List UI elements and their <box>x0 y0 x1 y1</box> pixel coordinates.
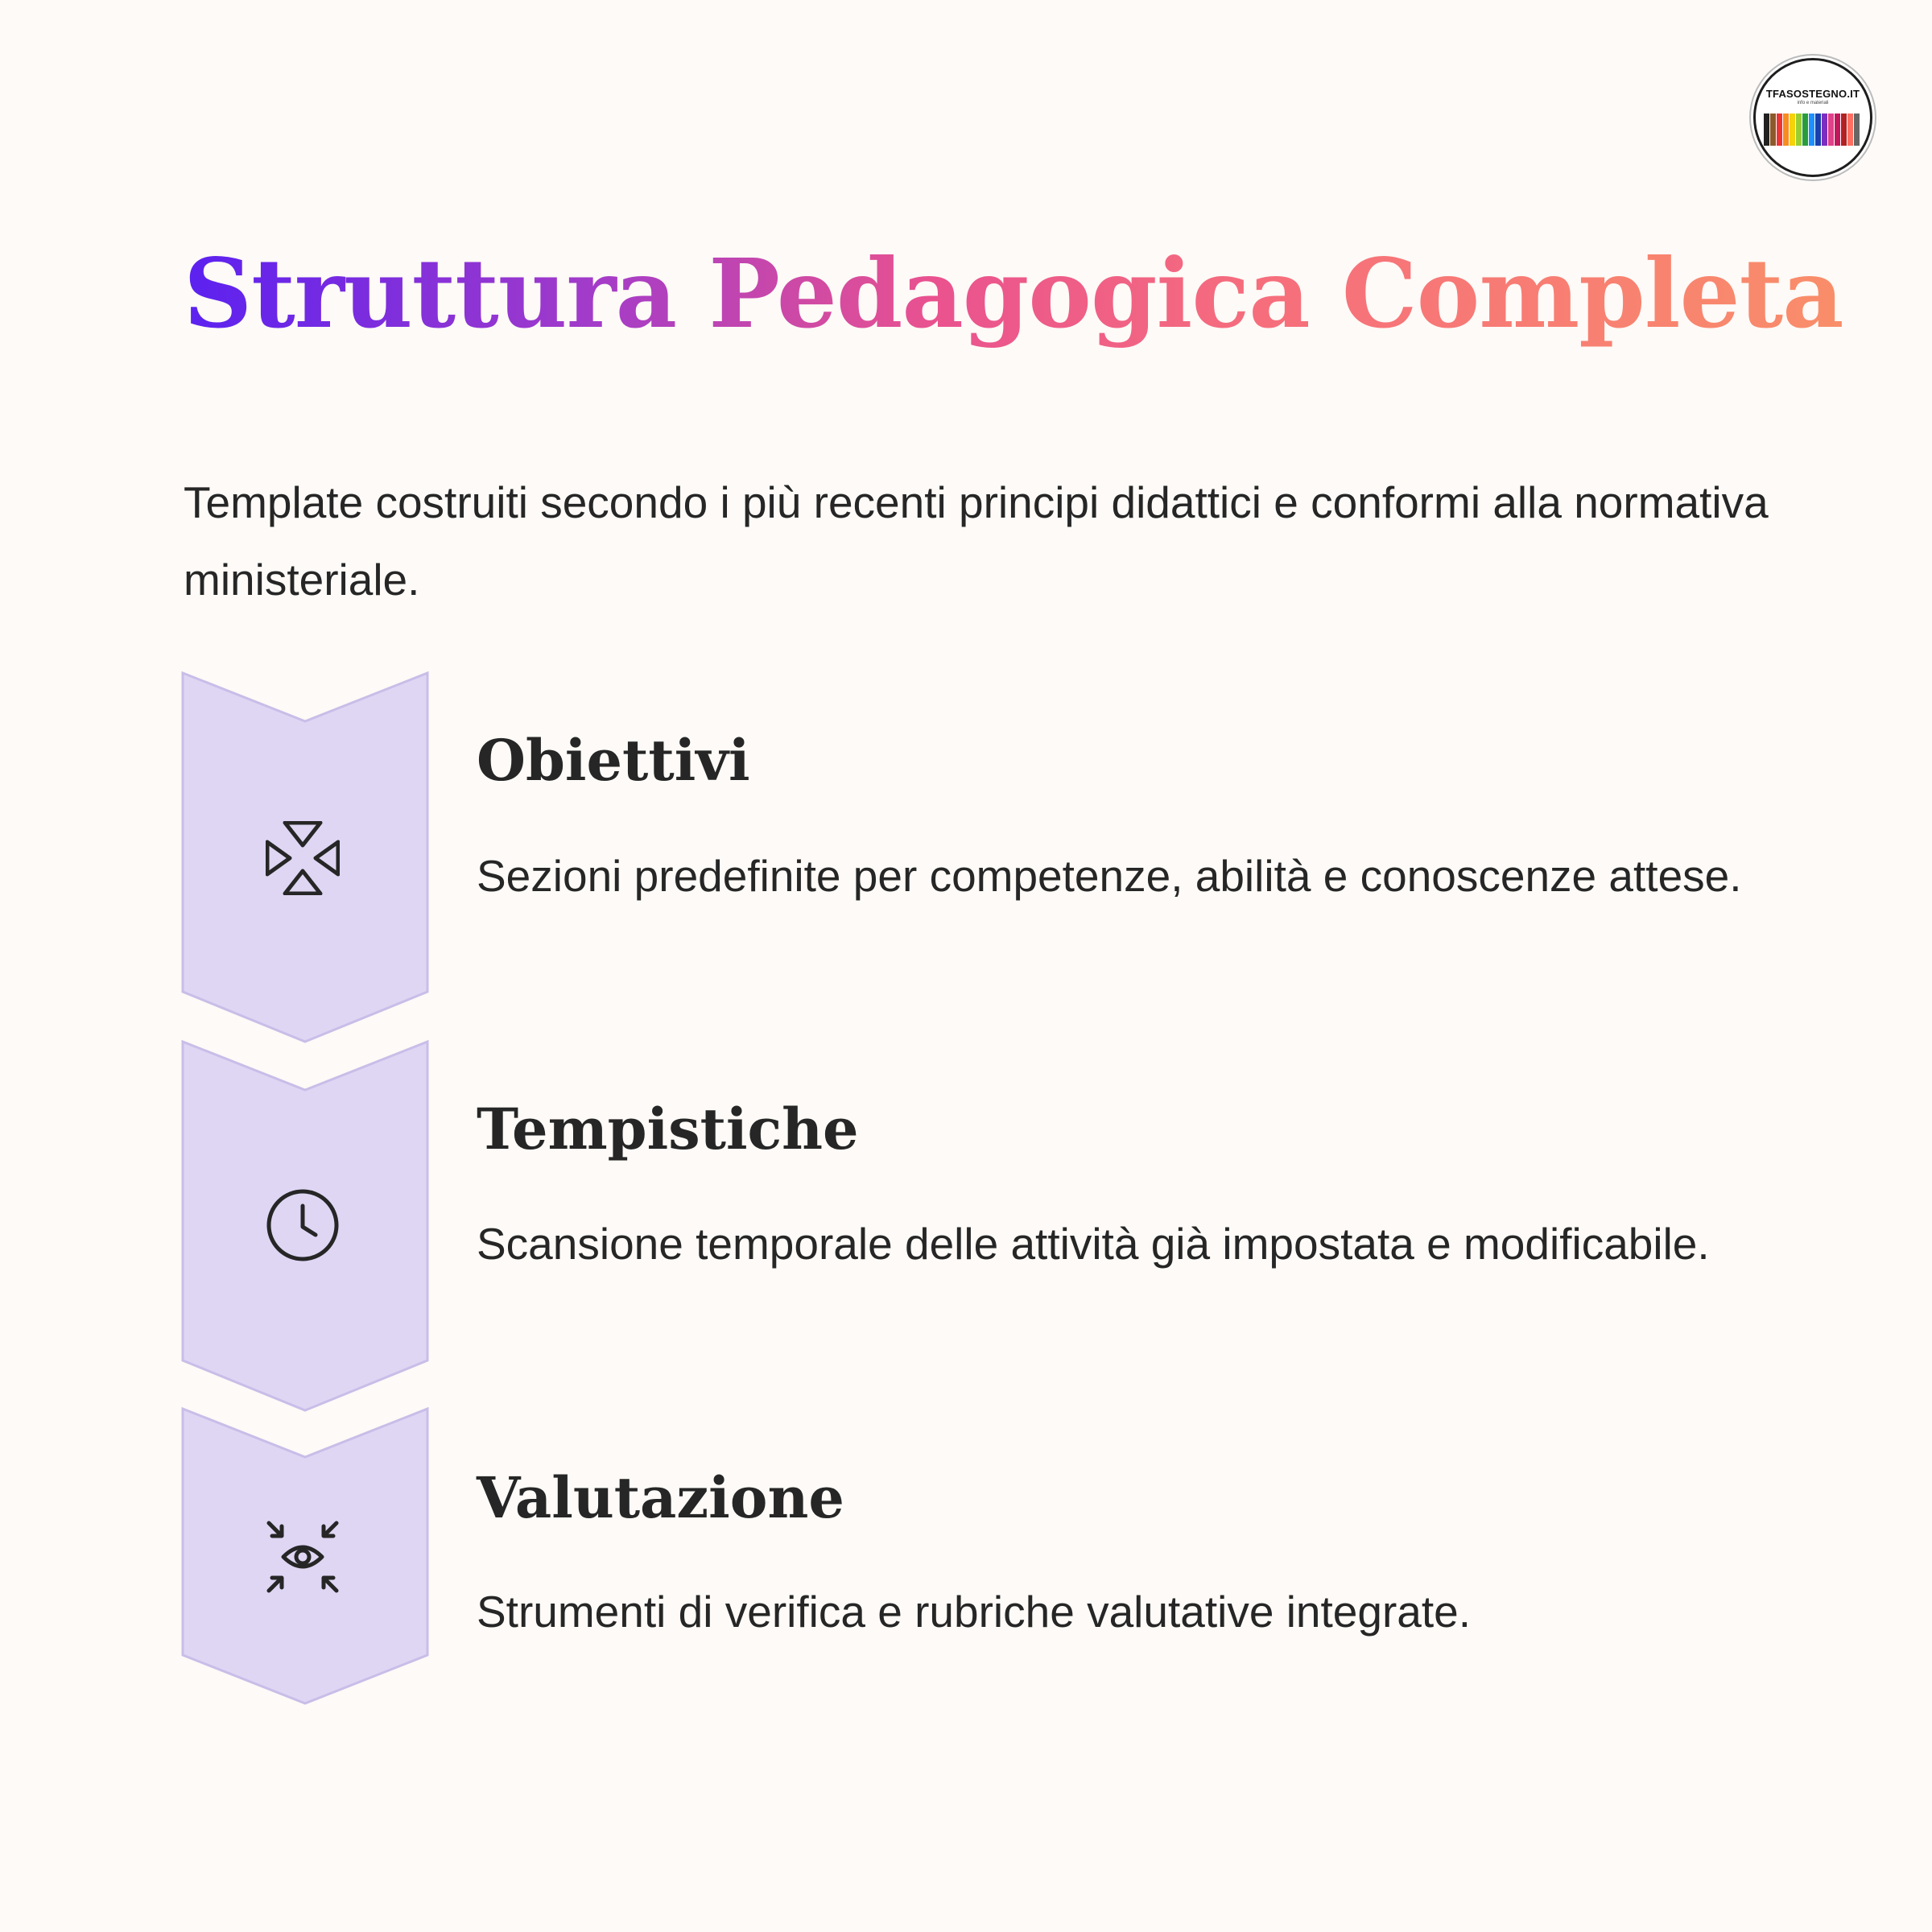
hourglass-icon <box>266 821 340 895</box>
brand-logo-tagline: info e materiali <box>1797 101 1829 105</box>
step-description: Scansione temporale delle attività già impostata e modificabile. <box>477 1219 1710 1269</box>
colored-pencils-icon <box>1756 109 1870 151</box>
step-description: Sezioni predefinite per competenze, abilità e conoscenze attese. <box>477 851 1742 901</box>
step-description: Strumenti di verifica e rubriche valutative integrate. <box>477 1587 1472 1637</box>
brand-logo <box>1753 58 1872 177</box>
clock-icon <box>266 1188 340 1262</box>
brand-logo-name: TFASOSTEGNO.IT <box>1765 88 1860 100</box>
step-title: Tempistiche <box>477 1096 859 1162</box>
page-title: Struttura Pedagogica Completa <box>184 233 1843 354</box>
eye-focus-icon <box>266 1520 340 1594</box>
step-title: Valutazione <box>477 1464 844 1531</box>
step-title: Obiettivi <box>477 727 750 794</box>
intro-text: Template costruiti secondo i più recenti principi didattici e conformi alla normativa ministeriale. <box>184 477 1769 605</box>
